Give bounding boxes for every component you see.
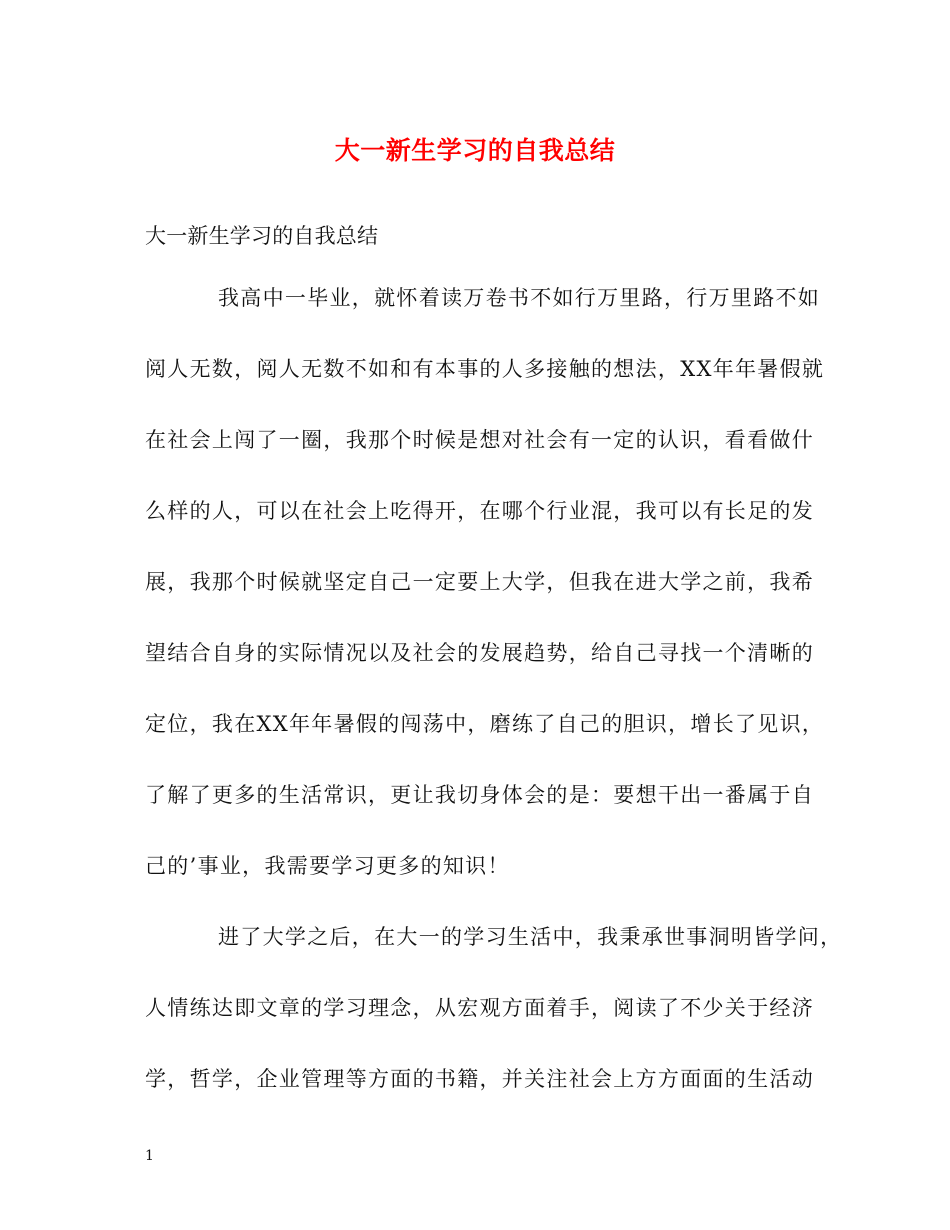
body-line: 学，哲学，企业管理等方面的书籍，并关注社会上方方面面的生活动 — [145, 1067, 814, 1091]
body-line: 人情练达即文章的学习理念，从宏观方面着手，阅读了不少关于经济 — [145, 996, 814, 1020]
page-number: 1 — [145, 1148, 154, 1164]
body-line: 了解了更多的生活常识，更让我切身体会的是：要想干出一番属于自 — [145, 783, 814, 807]
body-line: 么样的人，可以在社会上吃得开，在哪个行业混，我可以有长足的发 — [145, 499, 814, 523]
body-line: 在社会上闯了一圈，我那个时候是想对社会有一定的认识，看看做什 — [145, 428, 814, 452]
document-title: 大一新生学习的自我总结 — [334, 136, 616, 165]
body-line: 阅人无数，阅人无数不如和有本事的人多接触的想法，XX年年暑假就 — [145, 357, 825, 381]
body-line: 进了大学之后，在大一的学习生活中，我秉承世事洞明皆学问， — [218, 925, 843, 949]
body-line: 展，我那个时候就坚定自己一定要上大学，但我在进大学之前，我希 — [145, 570, 814, 594]
body-line: 定位，我在XX年年暑假的闯荡中，磨练了自己的胆识，增长了见识， — [145, 712, 825, 736]
body-line: 己的’事业，我需要学习更多的知识！ — [145, 854, 510, 878]
body-line: 望结合自身的实际情况以及社会的发展趋势，给自己寻找一个清晰的 — [145, 641, 814, 665]
document-subtitle: 大一新生学习的自我总结 — [145, 224, 379, 248]
body-line: 我高中一毕业，就怀着读万卷书不如行万里路，行万里路不如 — [218, 286, 821, 310]
